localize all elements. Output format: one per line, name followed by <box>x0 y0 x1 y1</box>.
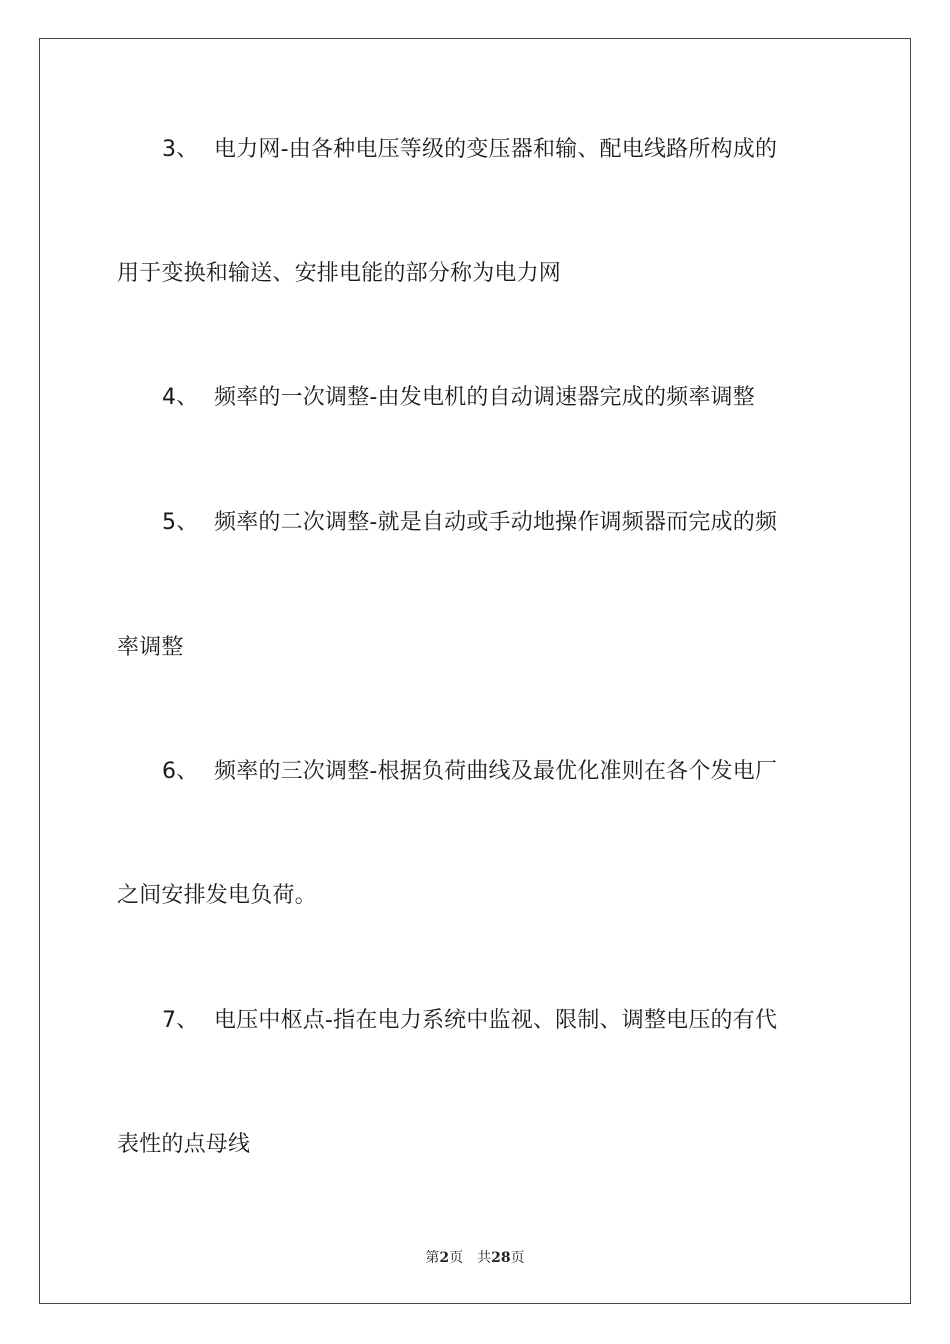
footer-total-suffix: 页 <box>510 1250 525 1266</box>
footer-total-prefix: 共 <box>477 1250 492 1266</box>
item-5-continuation: 率调整 <box>117 635 184 660</box>
item-3-first-line <box>162 135 777 165</box>
page-footer <box>0 1247 950 1267</box>
page-border <box>39 38 911 1304</box>
item-4-first-line <box>162 383 755 413</box>
item-6-text: 频率的三次调整-根据负荷曲线及最优化准则在各个发电厂 <box>214 759 778 784</box>
item-7-text: 电压中枢点-指在电力系统中监视、限制、调整电压的有代 <box>214 1008 778 1033</box>
footer-page-prefix: 第 <box>425 1250 440 1266</box>
footer-page-number: 2 <box>439 1250 450 1266</box>
footer-page-suffix: 页 <box>449 1250 464 1266</box>
item-5-text: 频率的二次调整-就是自动或手动地操作调频器而完成的频 <box>214 510 778 535</box>
item-4-number: 4、 <box>162 385 199 410</box>
item-7-first-line <box>162 1006 777 1036</box>
item-3-text: 电力网-由各种电压等级的变压器和输、配电线路所构成的 <box>214 137 778 162</box>
item-7-continuation: 表性的点母线 <box>117 1132 251 1157</box>
footer-total-pages: 28 <box>491 1250 511 1266</box>
item-7-number: 7、 <box>162 1008 199 1033</box>
item-6-first-line <box>162 757 777 787</box>
item-3-number: 3、 <box>162 137 199 162</box>
item-3-continuation: 用于变换和输送、安排电能的部分称为电力网 <box>117 261 562 286</box>
item-5-first-line <box>162 508 777 538</box>
item-6-continuation: 之间安排发电负荷。 <box>117 883 317 908</box>
item-6-number: 6、 <box>162 759 199 784</box>
item-4-text: 频率的一次调整-由发电机的自动调速器完成的频率调整 <box>214 385 755 410</box>
item-5-number: 5、 <box>162 510 199 535</box>
